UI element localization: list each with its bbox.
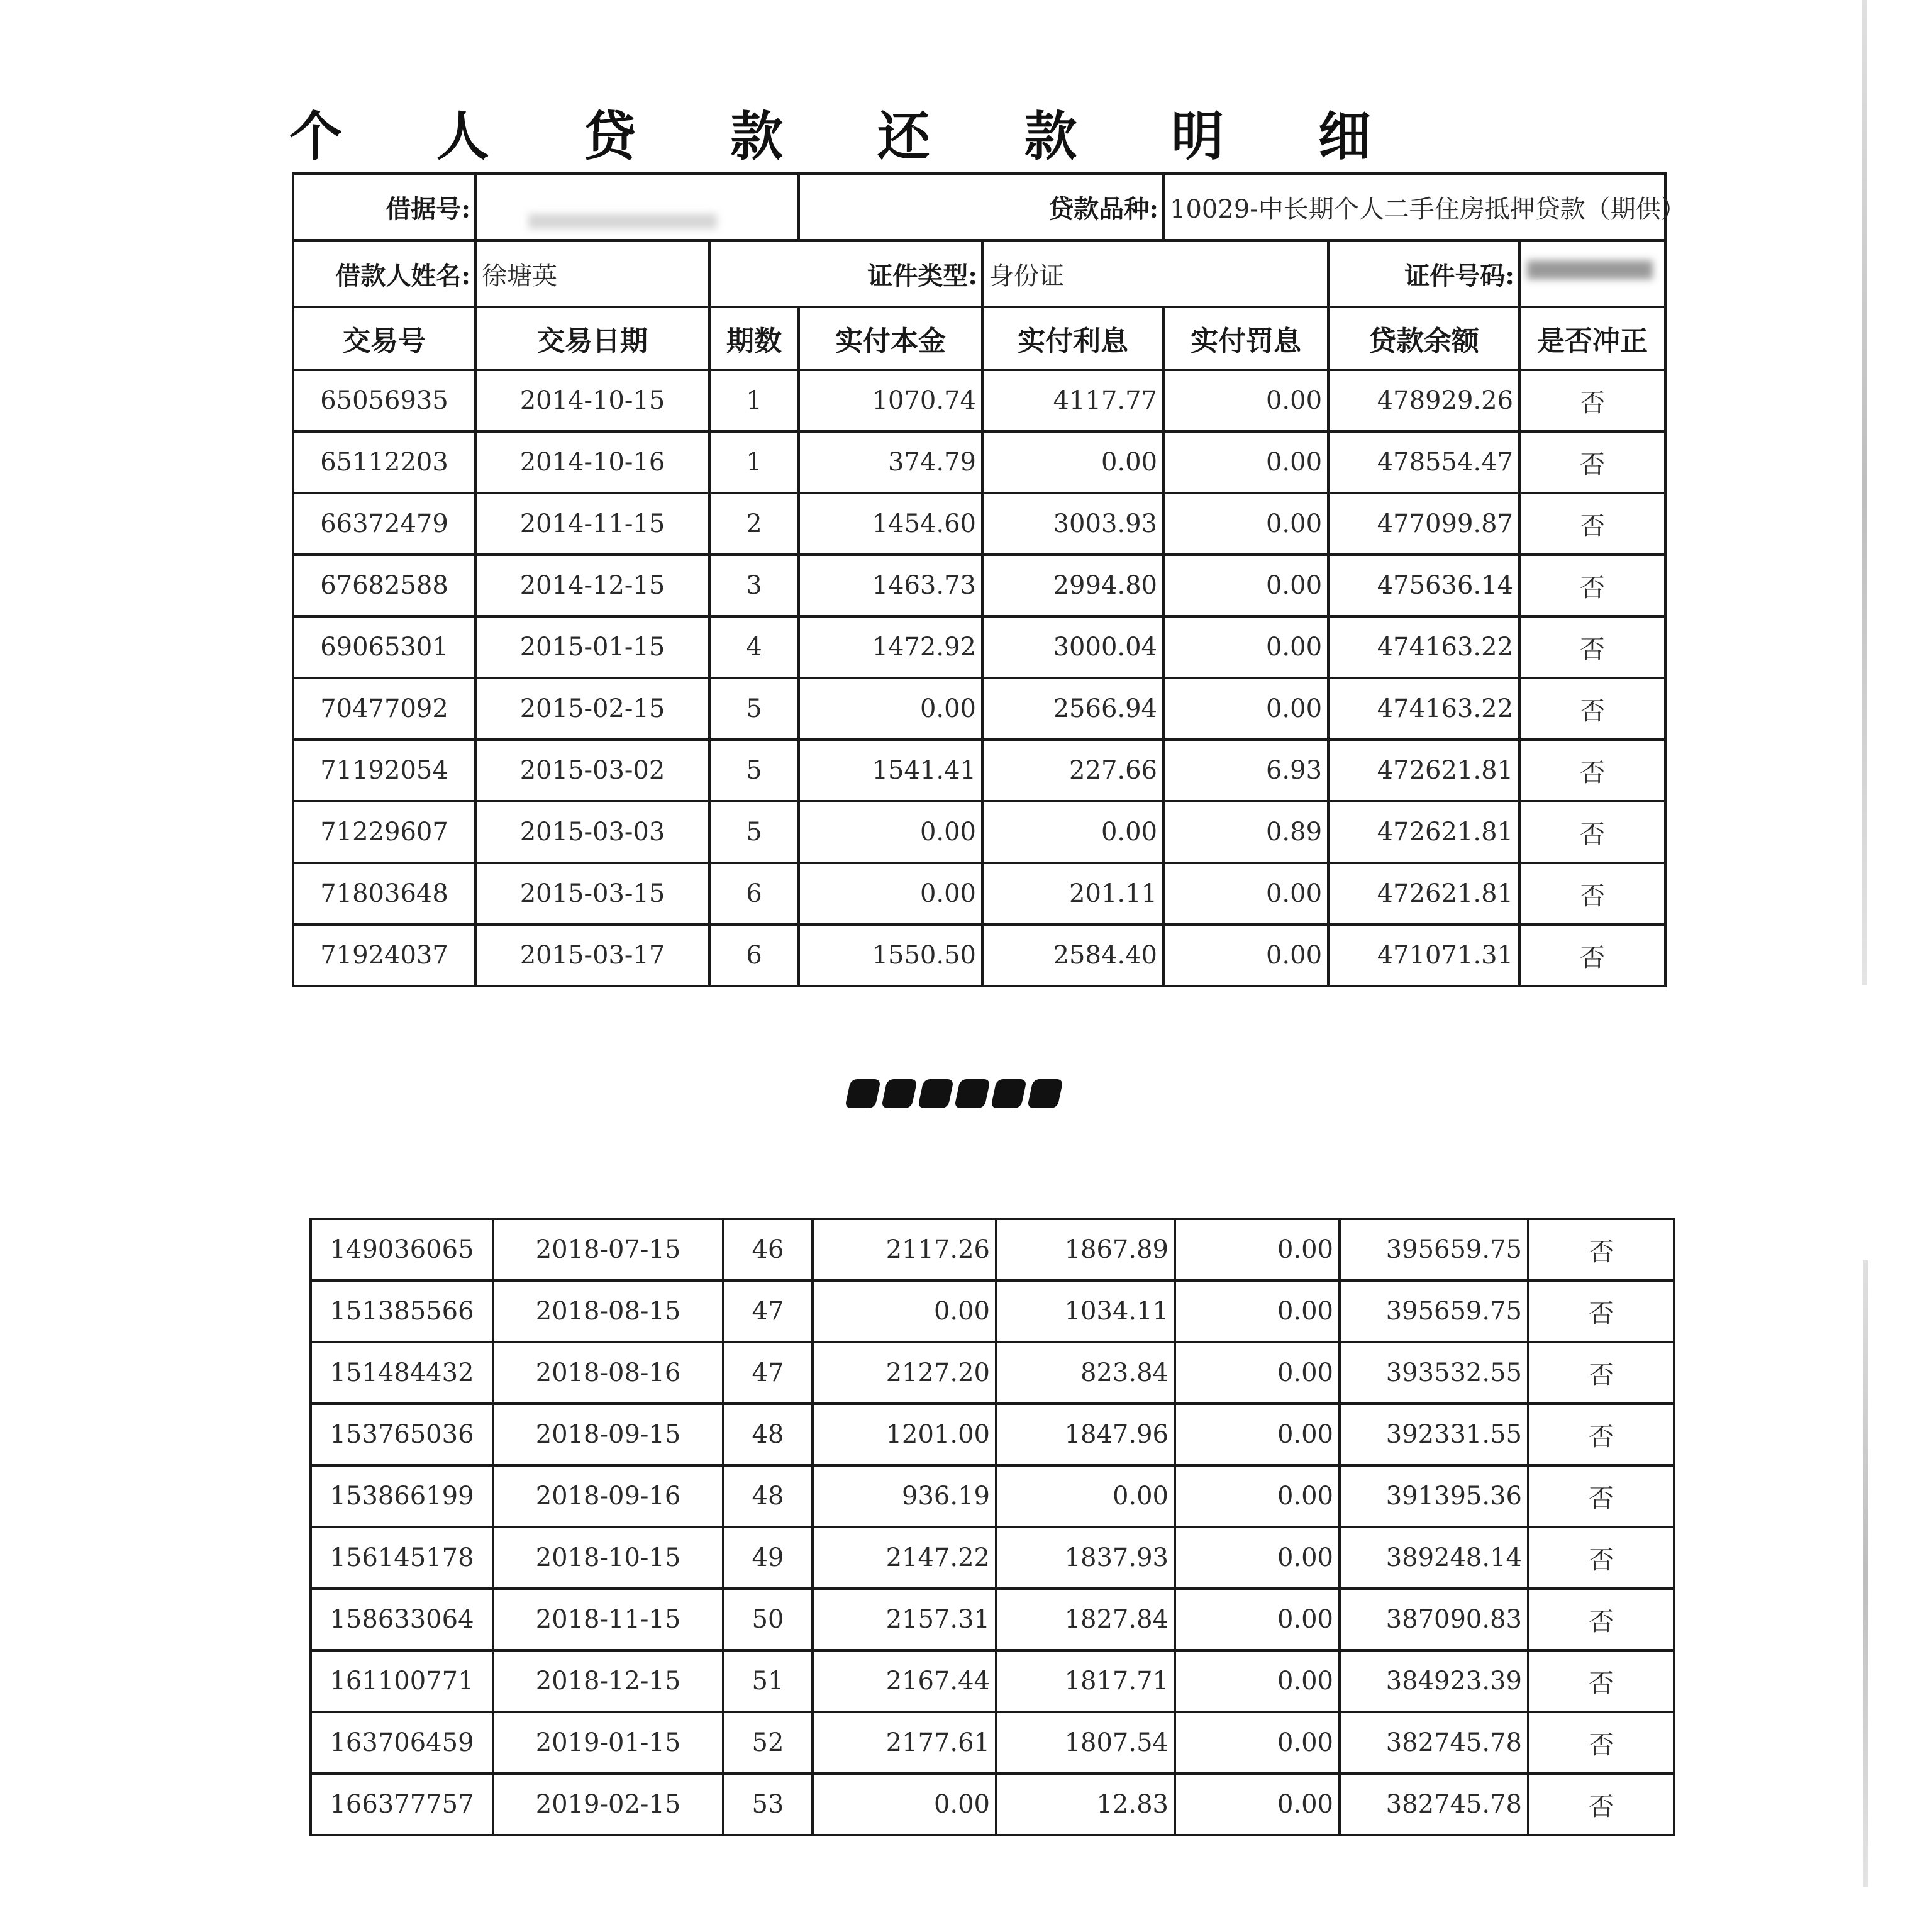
cell-reversal: 否: [1528, 1774, 1674, 1835]
cell-txn-date: 2015-02-15: [475, 678, 709, 740]
table-row: [293, 370, 1665, 431]
cell-interest: 4117.77: [982, 370, 1163, 431]
title-char: 还: [877, 104, 930, 167]
cell-principal: 2157.31: [813, 1589, 996, 1650]
cell-balance: 382745.78: [1340, 1712, 1528, 1774]
cell-interest: 2994.80: [982, 555, 1163, 616]
cell-period: 48: [723, 1465, 813, 1527]
cell-reversal: 否: [1528, 1589, 1674, 1650]
title-char: 款: [730, 104, 784, 167]
cell-period: 47: [723, 1280, 813, 1342]
cell-txn-date: 2018-12-15: [493, 1650, 723, 1712]
cell-balance: 384923.39: [1340, 1650, 1528, 1712]
cell-reversal: 否: [1519, 616, 1665, 678]
scan-edge-top: [1862, 0, 1867, 985]
cell-txn-no: 71803648: [293, 863, 475, 924]
id-type-value: 身份证: [982, 240, 1328, 307]
cell-balance: 472621.81: [1328, 801, 1519, 863]
cell-reversal: 否: [1519, 924, 1665, 986]
cell-period: 5: [709, 740, 799, 801]
cell-txn-date: 2019-01-15: [493, 1712, 723, 1774]
cell-balance: 387090.83: [1340, 1589, 1528, 1650]
cell-penalty: 0.00: [1175, 1219, 1340, 1280]
cell-period: 6: [709, 924, 799, 986]
cell-interest: 3003.93: [982, 493, 1163, 555]
table-row: [311, 1650, 1674, 1712]
cell-txn-no: 71924037: [293, 924, 475, 986]
cell-penalty: 0.00: [1175, 1404, 1340, 1465]
cell-interest: 0.00: [982, 801, 1163, 863]
cell-interest: 0.00: [982, 431, 1163, 493]
table-row: [293, 678, 1665, 740]
cell-period: 48: [723, 1404, 813, 1465]
cell-reversal: 否: [1519, 493, 1665, 555]
cell-principal: 0.00: [813, 1774, 996, 1835]
cell-txn-date: 2018-08-15: [493, 1280, 723, 1342]
redaction-blur: [528, 214, 717, 229]
cell-balance: 395659.75: [1340, 1280, 1528, 1342]
table-row: [293, 616, 1665, 678]
cell-period: 1: [709, 370, 799, 431]
cell-penalty: 0.00: [1175, 1527, 1340, 1589]
cell-penalty: 0.00: [1175, 1650, 1340, 1712]
cell-interest: 1847.96: [996, 1404, 1175, 1465]
col-header-period: 期数: [709, 307, 799, 370]
cell-txn-date: 2014-10-15: [475, 370, 709, 431]
cell-balance: 391395.36: [1340, 1465, 1528, 1527]
cell-period: 50: [723, 1589, 813, 1650]
cell-penalty: 0.00: [1175, 1342, 1340, 1404]
table-row: [293, 740, 1665, 801]
cell-reversal: 否: [1519, 431, 1665, 493]
cell-penalty: 0.00: [1175, 1712, 1340, 1774]
cell-txn-no: 149036065: [311, 1219, 493, 1280]
cell-txn-no: 156145178: [311, 1527, 493, 1589]
repayment-table-top: [292, 172, 1686, 987]
cell-reversal: 否: [1519, 740, 1665, 801]
cell-interest: 2584.40: [982, 924, 1163, 986]
id-no-label: 证件号码:: [1328, 240, 1519, 307]
cell-balance: 474163.22: [1328, 616, 1519, 678]
table-row: [311, 1774, 1674, 1835]
product-label: 贷款品种:: [799, 174, 1163, 240]
title-char: 人: [436, 104, 489, 167]
table-row: [293, 431, 1665, 493]
cell-period: 2: [709, 493, 799, 555]
cell-principal: 2167.44: [813, 1650, 996, 1712]
cell-principal: 374.79: [799, 431, 982, 493]
cell-period: 5: [709, 801, 799, 863]
cell-penalty: 0.00: [1175, 1774, 1340, 1835]
cell-penalty: 6.93: [1163, 740, 1328, 801]
cell-reversal: 否: [1528, 1219, 1674, 1280]
cell-reversal: 否: [1528, 1465, 1674, 1527]
cell-txn-no: 158633064: [311, 1589, 493, 1650]
table-row: [311, 1465, 1674, 1527]
cell-interest: 1827.84: [996, 1589, 1175, 1650]
cell-period: 1: [709, 431, 799, 493]
cell-txn-date: 2015-03-15: [475, 863, 709, 924]
cell-interest: 0.00: [996, 1465, 1175, 1527]
cell-balance: 395659.75: [1340, 1219, 1528, 1280]
cell-interest: 1034.11: [996, 1280, 1175, 1342]
cell-reversal: 否: [1528, 1342, 1674, 1404]
redaction-blur: [1527, 260, 1653, 279]
table-row: [293, 863, 1665, 924]
cell-txn-date: 2015-01-15: [475, 616, 709, 678]
cell-txn-date: 2018-09-16: [493, 1465, 723, 1527]
cell-interest: 823.84: [996, 1342, 1175, 1404]
page-title: [289, 94, 1371, 170]
cell-txn-date: 2015-03-03: [475, 801, 709, 863]
cell-reversal: 否: [1519, 678, 1665, 740]
col-header-reversal: 是否冲正: [1519, 307, 1665, 370]
cell-balance: 389248.14: [1340, 1527, 1528, 1589]
cell-balance: 477099.87: [1328, 493, 1519, 555]
table-row: [311, 1342, 1674, 1404]
cell-period: 6: [709, 863, 799, 924]
borrower-label: 借款人姓名:: [293, 240, 475, 307]
cell-txn-no: 151484432: [311, 1342, 493, 1404]
table-row: [311, 1527, 1674, 1589]
cell-txn-no: 71229607: [293, 801, 475, 863]
statement-bottom-section: [302, 1235, 1685, 1860]
cell-penalty: 0.00: [1163, 493, 1328, 555]
col-header-interest: 实付利息: [982, 307, 1163, 370]
cell-interest: 1867.89: [996, 1219, 1175, 1280]
cell-reversal: 否: [1519, 801, 1665, 863]
id-type-label: 证件类型:: [709, 240, 982, 307]
cell-balance: 472621.81: [1328, 740, 1519, 801]
cell-penalty: 0.00: [1175, 1589, 1340, 1650]
statement-top-section: [277, 164, 1685, 984]
cell-txn-no: 151385566: [311, 1280, 493, 1342]
table-row: [311, 1589, 1674, 1650]
table-row: [293, 801, 1665, 863]
cell-balance: 474163.22: [1328, 678, 1519, 740]
col-header-txn-no: 交易号: [293, 307, 475, 370]
col-header-balance: 贷款余额: [1328, 307, 1519, 370]
cell-interest: 2566.94: [982, 678, 1163, 740]
cell-txn-date: 2018-09-15: [493, 1404, 723, 1465]
cell-txn-no: 65056935: [293, 370, 475, 431]
table-row: [311, 1712, 1674, 1774]
cell-principal: 0.00: [799, 863, 982, 924]
cell-txn-no: 71192054: [293, 740, 475, 801]
cell-period: 46: [723, 1219, 813, 1280]
cell-interest: 1817.71: [996, 1650, 1175, 1712]
cell-reversal: 否: [1528, 1712, 1674, 1774]
product-value: 10029-中长期个人二手住房抵押贷款（期供）: [1163, 174, 1665, 240]
cell-reversal: 否: [1528, 1404, 1674, 1465]
cell-balance: 392331.55: [1340, 1404, 1528, 1465]
cell-txn-no: 67682588: [293, 555, 475, 616]
cell-interest: 201.11: [982, 863, 1163, 924]
table-row: [293, 924, 1665, 986]
loan-no-value: [475, 174, 799, 240]
cell-balance: 471071.31: [1328, 924, 1519, 986]
cell-principal: 1201.00: [813, 1404, 996, 1465]
cell-txn-date: 2018-11-15: [493, 1589, 723, 1650]
table-row: [311, 1219, 1674, 1280]
cell-principal: 2117.26: [813, 1219, 996, 1280]
cell-interest: 227.66: [982, 740, 1163, 801]
table-header-row: [293, 307, 1665, 370]
cell-principal: 1541.41: [799, 740, 982, 801]
cell-principal: 1463.73: [799, 555, 982, 616]
cell-interest: 12.83: [996, 1774, 1175, 1835]
id-no-value: [1519, 240, 1665, 307]
cell-period: 52: [723, 1712, 813, 1774]
cell-penalty: 0.00: [1163, 678, 1328, 740]
scan-edge-bottom: [1863, 1260, 1868, 1887]
cell-principal: 0.00: [799, 801, 982, 863]
cell-principal: 2147.22: [813, 1527, 996, 1589]
cell-penalty: 0.00: [1163, 616, 1328, 678]
borrower-value: 徐塘英: [475, 240, 709, 307]
cell-reversal: 否: [1519, 863, 1665, 924]
cell-principal: 2127.20: [813, 1342, 996, 1404]
cell-balance: 478554.47: [1328, 431, 1519, 493]
cell-penalty: 0.89: [1163, 801, 1328, 863]
cell-txn-date: 2015-03-02: [475, 740, 709, 801]
cell-principal: 1472.92: [799, 616, 982, 678]
cell-balance: 382745.78: [1340, 1774, 1528, 1835]
cell-txn-date: 2018-10-15: [493, 1527, 723, 1589]
info-row-loan: [293, 174, 1665, 240]
title-char: 个: [289, 104, 343, 167]
cell-txn-no: 153765036: [311, 1404, 493, 1465]
table-row: [293, 493, 1665, 555]
col-header-txn-date: 交易日期: [475, 307, 709, 370]
cell-period: 51: [723, 1650, 813, 1712]
col-header-penalty: 实付罚息: [1163, 307, 1328, 370]
cell-period: 49: [723, 1527, 813, 1589]
cell-balance: 475636.14: [1328, 555, 1519, 616]
cell-penalty: 0.00: [1163, 431, 1328, 493]
cell-penalty: 0.00: [1163, 370, 1328, 431]
cell-penalty: 0.00: [1163, 863, 1328, 924]
cell-txn-no: 161100771: [311, 1650, 493, 1712]
cell-principal: 2177.61: [813, 1712, 996, 1774]
title-char: 细: [1318, 104, 1371, 167]
cell-balance: 478929.26: [1328, 370, 1519, 431]
cell-principal: 936.19: [813, 1465, 996, 1527]
title-char: 款: [1024, 104, 1077, 167]
cell-txn-date: 2018-07-15: [493, 1219, 723, 1280]
cell-txn-no: 163706459: [311, 1712, 493, 1774]
cell-period: 5: [709, 678, 799, 740]
cell-penalty: 0.00: [1175, 1465, 1340, 1527]
cell-penalty: 0.00: [1175, 1280, 1340, 1342]
cell-txn-date: 2019-02-15: [493, 1774, 723, 1835]
repayment-table-bottom: [309, 1218, 1675, 1836]
cell-period: 53: [723, 1774, 813, 1835]
title-char: 贷: [583, 104, 636, 167]
info-row-borrower: [293, 240, 1665, 307]
cell-principal: 0.00: [799, 678, 982, 740]
cell-penalty: 0.00: [1163, 555, 1328, 616]
cell-interest: 3000.04: [982, 616, 1163, 678]
cell-txn-no: 70477092: [293, 678, 475, 740]
ellipsis-separator: [848, 1079, 1060, 1108]
cell-txn-no: 69065301: [293, 616, 475, 678]
cell-principal: 1550.50: [799, 924, 982, 986]
cell-txn-date: 2018-08-16: [493, 1342, 723, 1404]
cell-txn-no: 66372479: [293, 493, 475, 555]
cell-reversal: 否: [1528, 1650, 1674, 1712]
cell-txn-no: 65112203: [293, 431, 475, 493]
cell-period: 47: [723, 1342, 813, 1404]
cell-period: 3: [709, 555, 799, 616]
table-row: [293, 555, 1665, 616]
cell-principal: 1454.60: [799, 493, 982, 555]
col-header-principal: 实付本金: [799, 307, 982, 370]
cell-txn-no: 166377757: [311, 1774, 493, 1835]
cell-reversal: 否: [1528, 1527, 1674, 1589]
title-char: 明: [1171, 104, 1224, 167]
cell-reversal: 否: [1528, 1280, 1674, 1342]
cell-principal: 0.00: [813, 1280, 996, 1342]
cell-txn-date: 2015-03-17: [475, 924, 709, 986]
cell-period: 4: [709, 616, 799, 678]
table-row: [311, 1280, 1674, 1342]
cell-interest: 1807.54: [996, 1712, 1175, 1774]
loan-no-label: 借据号:: [293, 174, 475, 240]
cell-balance: 393532.55: [1340, 1342, 1528, 1404]
cell-balance: 472621.81: [1328, 863, 1519, 924]
cell-txn-no: 153866199: [311, 1465, 493, 1527]
cell-penalty: 0.00: [1163, 924, 1328, 986]
cell-interest: 1837.93: [996, 1527, 1175, 1589]
cell-principal: 1070.74: [799, 370, 982, 431]
cell-reversal: 否: [1519, 370, 1665, 431]
cell-reversal: 否: [1519, 555, 1665, 616]
cell-txn-date: 2014-11-15: [475, 493, 709, 555]
table-row: [311, 1404, 1674, 1465]
cell-txn-date: 2014-12-15: [475, 555, 709, 616]
cell-txn-date: 2014-10-16: [475, 431, 709, 493]
